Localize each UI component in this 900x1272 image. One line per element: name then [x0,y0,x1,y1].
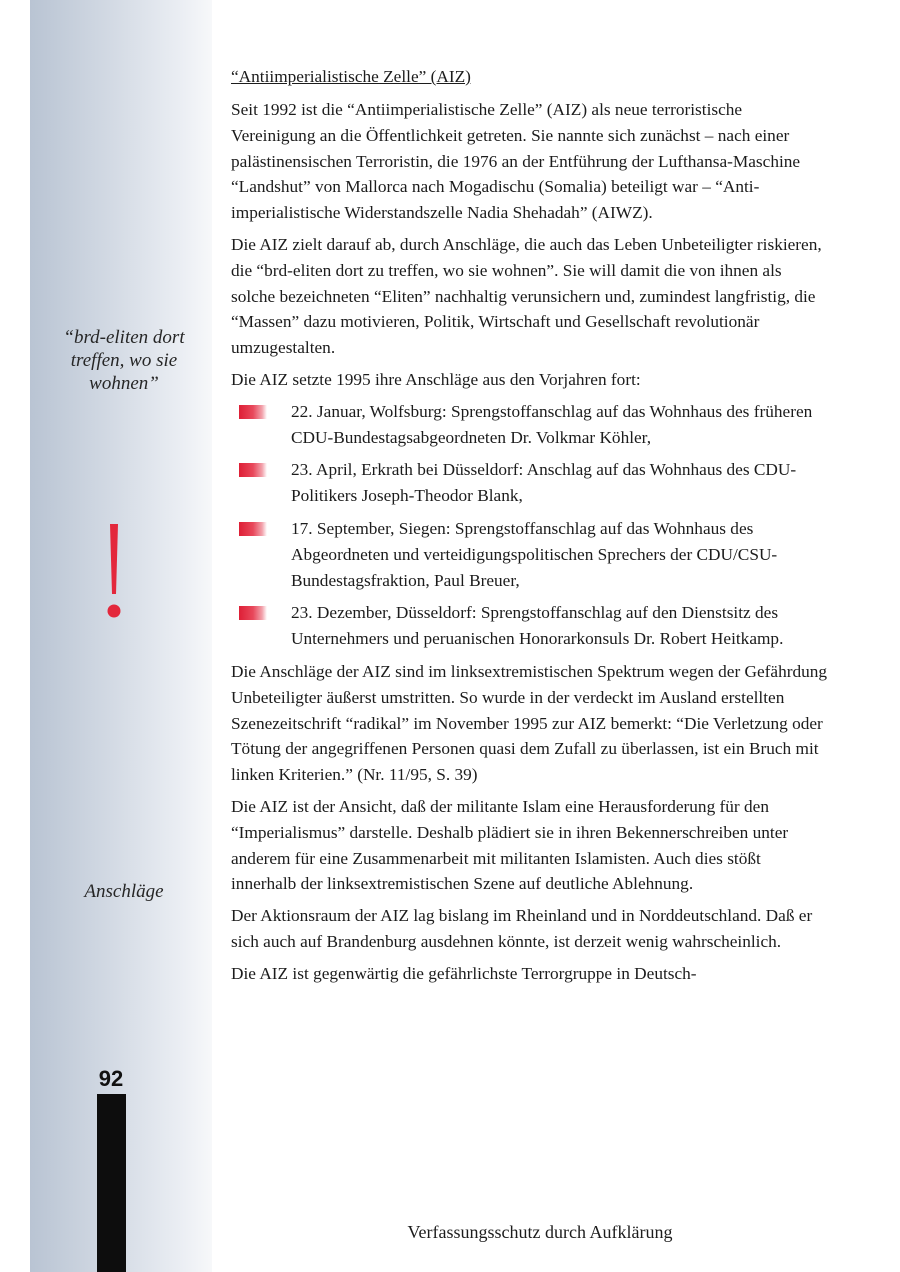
section-heading: “Antiimperialistische Zelle” (AIZ) [231,67,471,86]
list-item [231,457,828,509]
list-item [231,600,828,652]
margin-keyword: Anschläge [84,881,164,902]
red-bullet-icon [239,405,267,419]
page-number: 92 [98,1066,124,1091]
paragraph-islam: Die AIZ ist der Ansicht, daß der militante Islam eine Herausforderung für den “Imperialismus” darstelle. Deshalb plädiert sie in ihren Bekennerschreiben unter anderem für eine Zusammenarbeit mit militanten Islamisten. Auch dies stößt innerhalb der linksextremistischen Szene auf deutliche Ablehnung. [231,796,789,894]
paragraph-goals: Die AIZ zielt darauf ab, durch Anschläge, die auch das Leben Unbeteiligter riskieren, die “brd-eliten dort zu treffen, wo sie wohnen”. Sie will damit die von ihnen als solche bezeichneten “Eliten” nachhaltig verunsichern und, zumindest langfristig, die “Massen” dazu motivieren, Politik, Wirtschaft und Gesellschaft revolutionär umzugestalten. [231,234,822,358]
page-footer: Verfassungsschutz durch Aufklärung [407,1222,673,1242]
margin-quote: “brd-eliten dort treffen, wo sie wohnen” [63,327,185,394]
paragraph-attacks-intro: Die AIZ setzte 1995 ihre Anschläge aus den Vorjahren fort: [231,369,641,389]
paragraph-danger: Die AIZ ist gegenwärtig die gefährlichste Terrorgruppe in Deutsch- [231,963,697,983]
attack-text: 22. Januar, Wolfsburg: Sprengstoffanschlag auf das Wohnhaus des früheren CDU-Bundestagsabgeordneten Dr. Volkmar Köhler, [291,401,813,447]
red-bullet-icon [239,463,267,477]
paragraph-controversy: Die Anschläge der AIZ sind im linksextremistischen Spektrum wegen der Gefährdung Unbeteiligter äußerst umstritten. So wurde in der verdeckt im Ausland erstellten Szenezeitschrift “radikal” im November 1995 zur AIZ bemerkt: “Die Verletzung oder Tötung der angegriffenen Personen quasi dem Zufall zu überlassen, ist ein Bruch mit linken Kriterien.” (Nr. 11/95, S. 39) [231,661,828,785]
attack-text: 23. Dezember, Düsseldorf: Sprengstoffanschlag auf den Dienstsitz des Unternehmers und peruanischen Honorarkonsuls Dr. Robert Heitkamp. [291,603,784,649]
article-body [231,64,828,993]
attack-text: 23. April, Erkrath bei Düsseldorf: Anschlag auf das Wohnhaus des CDU-Politikers Joseph-Theodor Blank, [291,460,797,506]
list-item [231,516,828,593]
red-bullet-icon [239,522,267,536]
red-bullet-icon [239,606,267,620]
page-number-bar [97,1094,126,1272]
paragraph-intro: Seit 1992 ist die “Antiimperialistische Zelle” (AIZ) als neue terroristische Vereinigung an die Öffentlichkeit getreten. Sie nannte sich zunächst – nach einer palästinensischen Terroristin, die 1976 an der Entführung der Lufthansa-Maschine “Landshut” von Mallorca nach Mogadischu (Somalia) beteiligt war – “Anti-imperialistische Widerstandszelle Nadia Shehadah” (AIWZ). [231,100,801,223]
attacks-list [231,399,828,652]
exclamation-icon [107,524,121,620]
attack-text: 17. September, Siegen: Sprengstoffanschlag auf das Wohnhaus des Abgeordneten und verteidigungspolitischen Sprechers der CDU/CSU-Bundestagsfraktion, Paul Breuer, [291,518,778,590]
list-item [231,399,828,451]
paragraph-region: Der Aktionsraum der AIZ lag bislang im Rheinland und in Norddeutschland. Daß er sich auch auf Brandenburg ausdehnen könnte, ist derzeit wenig wahrscheinlich. [231,906,813,951]
